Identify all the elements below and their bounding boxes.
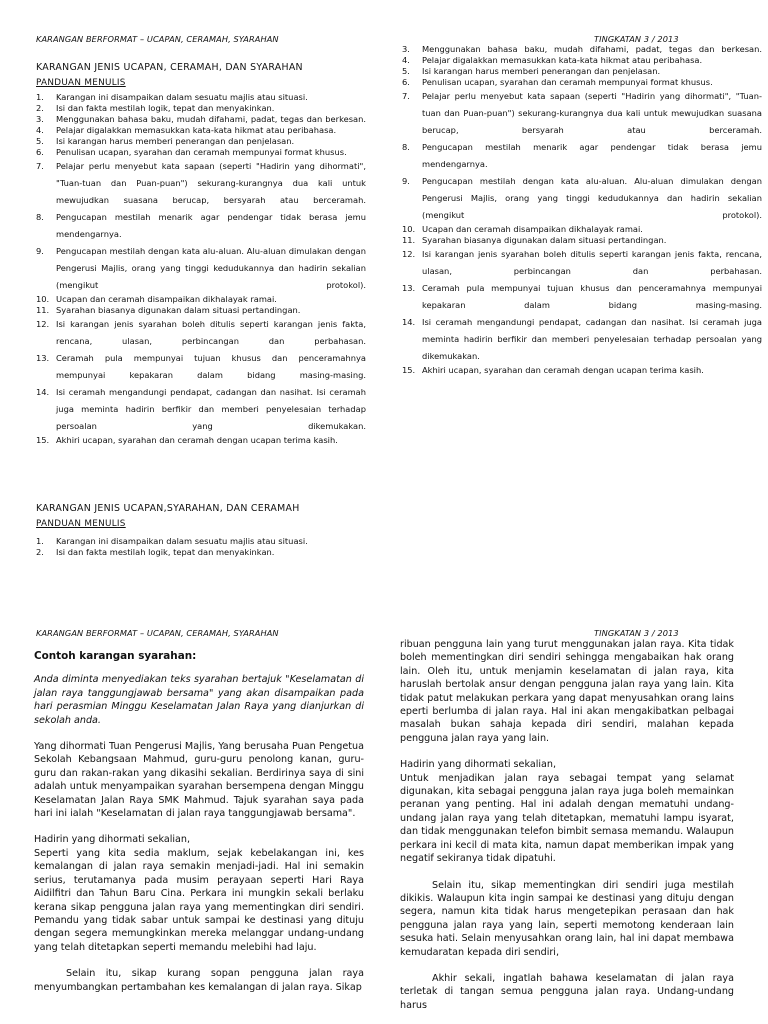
list-item: 6. Penulisan ucapan, syarahan dan ceramah mempunyai format khusus. <box>36 147 347 157</box>
list-item: 10. Ucapan dan ceramah disampaikan dikhalayak ramai. <box>36 294 277 304</box>
list-item: 2. Isi dan fakta mestilah logik, tepat dan menyakinkan. <box>36 547 275 557</box>
list-item: 13. Ceramah pula mempunyai tujuan khusus dan penceramahnya mempunyai kepakaran dalam bidang masing-masing. <box>402 283 762 310</box>
list-item: 1. Karangan ini disampaikan dalam sesuatu majlis atau situasi. <box>36 536 308 546</box>
list-item: 11. Syarahan biasanya digunakan dalam situasi pertandingan. <box>402 235 667 245</box>
list-item: 14. Isi ceramah mengandungi pendapat, cadangan dan nasihat. Isi ceramah juga meminta hadirin berfikir dan memberi penyelesaian terhadap persoalan yang dikemukakan. <box>402 317 762 361</box>
header-left-page2: KARANGAN BERFORMAT – UCAPAN, CERAMAH, SYARAHAN <box>36 628 279 638</box>
list-item: 3. Menggunakan bahasa baku, mudah difahami, padat, tegas dan berkesan. <box>36 114 366 124</box>
essay-paragraph: Yang dihormati Tuan Pengerusi Majlis, Yang berusaha Puan Pengetua Sekolah Kebangsaan Mahmud, guru-guru penolong kanan, guru-guru dan rakan-rakan yang dikasihi sekalian. Berdirinya saya di sini adalah untuk menyampaikan syarahan bersempena dengan Minggu Keselamatan Jalan Raya SMK Mahmud. Tajuk syarahan saya pada hari ini ialah "Keselamatan di jalan raya tanggungjawab bersama". <box>34 741 364 820</box>
list-item: 1. Karangan ini disampaikan dalam sesuatu majlis atau situasi. <box>36 92 308 102</box>
guide-subheading: PANDUAN MENULIS <box>36 78 126 88</box>
list-item: 13. Ceramah pula mempunyai tujuan khusus dan penceramahnya mempunyai kepakaran dalam bidang masing-masing. <box>36 353 366 380</box>
essay-paragraph: Akhir sekali, ingatlah bahawa keselamatan di jalan raya terletak di tangan semua pengguna jalan raya. Undang-undang harus <box>400 972 734 1011</box>
list-item: 8. Pengucapan mestilah menarik agar pendengar tidak berasa jemu mendengarnya. <box>402 142 762 169</box>
essay-left-column <box>34 650 364 994</box>
list-item: 14. Isi ceramah mengandungi pendapat, cadangan dan nasihat. Isi ceramah juga meminta hadirin berfikir dan memberi penyelesaian terhadap persoalan yang dikemukakan. <box>36 387 366 431</box>
essay-right-column <box>400 638 734 1012</box>
list-item: 11. Syarahan biasanya digunakan dalam situasi pertandingan. <box>36 305 301 315</box>
list-item: 5. Isi karangan harus memberi penerangan dan penjelasan. <box>36 136 295 146</box>
guide-lower-section <box>36 503 366 558</box>
guide-lower-subheading: PANDUAN MENULIS <box>36 519 126 529</box>
list-item: 6. Penulisan ucapan, syarahan dan ceramah mempunyai format khusus. <box>402 77 713 87</box>
list-item: 4. Pelajar digalakkan memasukkan kata-kata hikmat atau peribahasa. <box>402 55 703 65</box>
essay-paragraph: ribuan pengguna lain yang turut menggunakan jalan raya. Kita tidak boleh mementingkan diri sendiri sehingga mengabaikan hak orang lain. Oleh itu, untuk menjamin keselamatan di jalan raya, kita haruslah bertolak ansur dengan pengguna jalan raya yang lain. Kita tidak patut melakukan perkara yang dapat menyusahkan orang lains eperti berlumba di jalan raya. Hal ini akan mengakibatkan pelbagai masalah bukan sahaja kepada diri sendiri, malahan kepada pengguna jalan raya yang lain. <box>400 639 734 744</box>
guide-list-continued <box>402 44 762 376</box>
essay-paragraph: Untuk menjadikan jalan raya sebagai tempat yang selamat digunakan, kita sebagai pengguna jalan raya juga boleh memainkan peranan yang penting. Hal ini adalah dengan mematuhi undang-undang jalan raya yang telah ditetapkan, mematuhi lampu isyarat, dan tidak menggunakan telefon bimbit semasa memandu. Walaupun perkara ini kecil di mata kita, namun dapat memberikan impak yang negatif sekiranya tidak dipatuhi. <box>400 772 734 865</box>
essay-prompt: Anda diminta menyediakan teks syarahan bertajuk "Keselamatan di jalan raya tanggungjawab bersama" yang akan disampaikan pada hari perasmian Minggu Keselamatan Jalan Raya yang dianjurkan di sekolah anda. <box>34 674 364 726</box>
list-item: 9. Pengucapan mestilah dengan kata alu-aluan. Alu-aluan dimulakan dengan Pengerusi Majlis, orang yang tinggi kedudukannya dan hadirin sekalian (mengikut protokol). <box>36 246 366 290</box>
essay-paragraph: Seperti yang kita sedia maklum, sejak kebelakangan ini, kes kemalangan di jalan raya semakin menjadi-jadi. Hal ini semakin serius, terutamanya pada musim perayaan seperti Hari Raya Aidilfitri dan Tahun Baru Cina. Perkara ini mungkin sekali berlaku kerana sikap pengguna jalan raya yang mementingkan diri sendiri. Pemandu yang tidak sabar untuk sampai ke destinasi yang dituju dengan segera memungkinkan mereka melanggar undang-undang yang telah ditetapkan seperti memandu melebihi had laju. <box>34 847 364 953</box>
list-item: 5. Isi karangan harus memberi penerangan dan penjelasan. <box>402 66 661 76</box>
list-item: 10. Ucapan dan ceramah disampaikan dikhalayak ramai. <box>402 224 643 234</box>
guide-lower-heading: KARANGAN JENIS UCAPAN,SYARAHAN, DAN CERAMAH <box>36 503 300 514</box>
list-item: 3. Menggunakan bahasa baku, mudah difahami, padat, tegas dan berkesan. <box>402 44 762 54</box>
essay-paragraph: Selain itu, sikap kurang sopan pengguna jalan raya menyumbangkan pertambahan kes kemalangan di jalan raya. Sikap <box>34 968 364 993</box>
list-item: 4. Pelajar digalakkan memasukkan kata-kata hikmat atau peribahasa. <box>36 125 337 135</box>
essay-title: Contoh karangan syarahan: <box>34 650 197 662</box>
list-item: 15. Akhiri ucapan, syarahan dan ceramah dengan ucapan terima kasih. <box>36 435 338 445</box>
guide-right-column <box>402 44 762 376</box>
list-item: 9. Pengucapan mestilah dengan kata alu-aluan. Alu-aluan dimulakan dengan Pengerusi Majlis, orang yang tinggi kedudukannya dan hadirin sekalian (mengikut protokol). <box>402 176 762 220</box>
header-right: TINGKATAN 3 / 2013 <box>594 34 679 44</box>
essay-paragraph: Selain itu, sikap mementingkan diri sendiri juga mestilah dikikis. Walaupun kita ingin sampai ke destinasi yang dituju dengan segera, namun kita tidak harus mengetepikan perasaan dan hak pengguna jalan raya yang lain, seperti memotong kenderaan lain sesuka hati. Selain menyusahkan orang lain, hal ini dapat membawa kemudaratan kepada diri sendiri, <box>400 879 734 958</box>
guide-list <box>36 92 366 446</box>
guide-lower-list <box>36 536 366 558</box>
header-right-page2: TINGKATAN 3 / 2013 <box>594 628 679 638</box>
essay-greeting: Hadirin yang dihormati sekalian, <box>400 759 557 771</box>
list-item: 15. Akhiri ucapan, syarahan dan ceramah dengan ucapan terima kasih. <box>402 365 704 375</box>
list-item: 12. Isi karangan jenis syarahan boleh ditulis seperti karangan jenis fakta, rencana, ulasan, perbincangan dan perbahasan. <box>402 249 762 276</box>
guide-heading: KARANGAN JENIS UCAPAN, CERAMAH, DAN SYARAHAN <box>36 62 303 73</box>
essay-greeting: Hadirin yang dihormati sekalian, <box>34 834 191 846</box>
list-item: 7. Pelajar perlu menyebut kata sapaan (seperti "Hadirin yang dihormati", "Tuan-tuan dan Puan-puan") sekurang-kurangnya dua kali untuk mewujudkan suasana berucap, bersyarah atau berceramah. <box>36 161 366 205</box>
header-left: KARANGAN BERFORMAT – UCAPAN, CERAMAH, SYARAHAN <box>36 34 279 44</box>
list-item: 12. Isi karangan jenis syarahan boleh ditulis seperti karangan jenis fakta, rencana, ulasan, perbincangan dan perbahasan. <box>36 319 366 346</box>
guide-left-column <box>36 62 366 446</box>
list-item: 7. Pelajar perlu menyebut kata sapaan (seperti "Hadirin yang dihormati", "Tuan-tuan dan Puan-puan") sekurang-kurangnya dua kali untuk mewujudkan suasana berucap, bersyarah atau berceramah. <box>402 91 762 135</box>
list-item: 8. Pengucapan mestilah menarik agar pendengar tidak berasa jemu mendengarnya. <box>36 212 366 239</box>
list-item: 2. Isi dan fakta mestilah logik, tepat dan menyakinkan. <box>36 103 275 113</box>
